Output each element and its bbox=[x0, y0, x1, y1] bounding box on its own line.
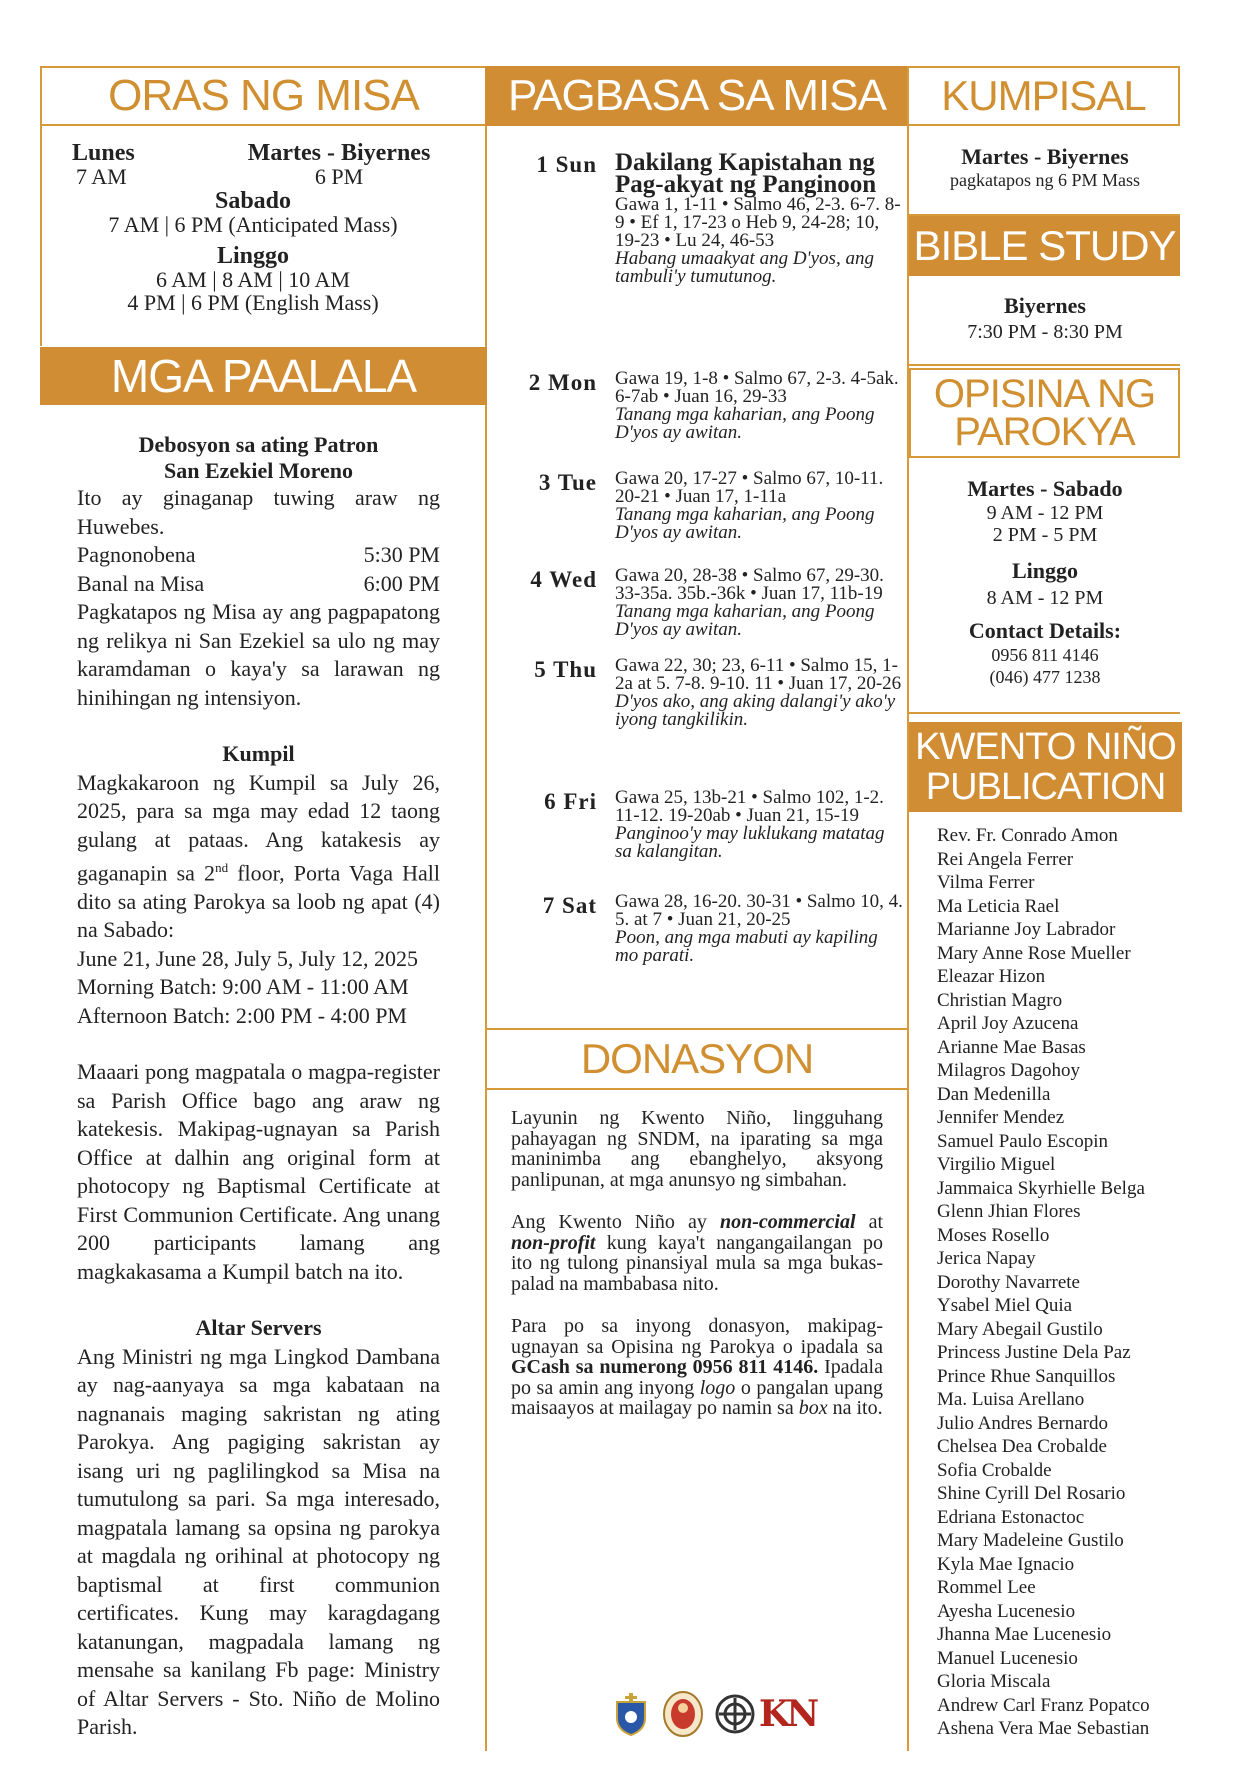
staff-name: Ashena Vera Mae Sebastian bbox=[937, 1718, 1150, 1739]
kumpil-text-2: Maaari pong magpatala o magpa-register sa Parish Office bago ang araw ng katekesis. Makipag-ugnayan sa Parish Office at dalhin ang original form at photocopy ng Baptismal Certificate at First Communion Certificate. Ang unang 200 participants lamang ang magkakasama a Kumpil batch na ito. bbox=[77, 1059, 440, 1284]
linggo-time-1: 6 AM | 8 AM | 10 AM bbox=[155, 267, 350, 292]
reading-response: Panginoo'y may luklukang matatag sa kalangitan. bbox=[615, 823, 885, 862]
donasyon-p2c: at bbox=[855, 1211, 884, 1233]
donasyon-p2a: Ang Kwento Niño ay bbox=[511, 1211, 720, 1233]
bible-study-title: BIBLE STUDY bbox=[913, 222, 1176, 269]
reading-row bbox=[510, 370, 905, 442]
diocese-crest-icon bbox=[610, 1690, 652, 1738]
publication-title-1: KWENTO NIÑO bbox=[915, 726, 1176, 768]
pagnonobena-time: 5:30 PM bbox=[363, 542, 440, 567]
kwento-nino-logo bbox=[758, 1690, 816, 1738]
reading-row bbox=[510, 893, 905, 965]
staff-name: Ma Leticia Rael bbox=[937, 895, 1060, 917]
altar-heading: Altar Servers bbox=[195, 1315, 322, 1341]
linggo-time-2: 4 PM | 6 PM (English Mass) bbox=[127, 290, 379, 315]
opisina-time-2: 8 AM - 12 PM bbox=[986, 587, 1104, 609]
staff-name: Jerica Napay bbox=[937, 1248, 1036, 1269]
staff-name: Mary Anne Rose Mueller bbox=[937, 942, 1131, 964]
staff-name: Marianne Joy Labrador bbox=[937, 919, 1116, 940]
staff-name: Andrew Carl Franz Popatco bbox=[937, 1694, 1150, 1716]
donasyon-bottom-rule bbox=[485, 1088, 909, 1090]
mga-paalala-title: MGA PAALALA bbox=[110, 350, 417, 402]
kumpisal-title: KUMPISAL bbox=[941, 72, 1146, 119]
staff-name: Vilma Ferrer bbox=[937, 872, 1035, 893]
donasyon-content bbox=[511, 1108, 883, 1419]
ministry-seal-icon bbox=[714, 1690, 756, 1738]
opisina-title-2: PAROKYA bbox=[954, 410, 1135, 454]
donasyon-p1: Layunin ng Kwento Niño, lingguhang pahayagan ng SNDM, na iparating sa mga maninimba ang ebanghelyo, aksyong panlipunan, at mga anunsyo ng simbahan. bbox=[511, 1107, 883, 1191]
kumpil-text-1 bbox=[77, 769, 440, 945]
debosyon-heading-1: Debosyon sa ating Patron bbox=[138, 432, 379, 457]
staff-name: Julio Andres Bernardo bbox=[937, 1412, 1108, 1434]
staff-name: Manuel Lucenesio bbox=[937, 1647, 1078, 1669]
reading-body bbox=[615, 657, 905, 729]
paalala-content bbox=[77, 432, 440, 1742]
kumpisal-header bbox=[907, 66, 1180, 126]
reading-day: 3 Tue bbox=[538, 470, 597, 495]
donasyon-title: DONASYON bbox=[580, 1035, 814, 1082]
staff-name: Edriana Estonactoc bbox=[937, 1506, 1085, 1528]
staff-name: Jennifer Mendez bbox=[937, 1107, 1065, 1128]
staff-name: Ysabel Miel Quia bbox=[937, 1295, 1073, 1316]
staff-name: Jammaica Skyrhielle Belga bbox=[937, 1177, 1145, 1199]
kumpil-text-1b: floor, Porta Vaga Hall dito sa ating Parokya sa loob ng apat (4) na Sabado: bbox=[77, 860, 440, 943]
reading-response: Tanang mga kaharian, ang Poong D'yos ay awitan. bbox=[615, 504, 875, 543]
staff-name: Chelsea Dea Crobalde bbox=[937, 1436, 1107, 1457]
debosyon-text-2: Pagkatapos ng Misa ay ang pagpapatong ng relikya ni San Ezekiel sa ulo ng may karamdaman o kaya'y sa larawan ng hinihingan ng intensiyon. bbox=[77, 599, 440, 710]
pagnonobena-label: Pagnonobena bbox=[77, 542, 196, 567]
reading-response: Habang umaakyat ang D'yos, ang tambuli'y tumutunog. bbox=[615, 248, 874, 287]
debosyon-row-1 bbox=[77, 541, 440, 570]
reading-row bbox=[510, 567, 905, 639]
debosyon-heading-2: San Ezekiel Moreno bbox=[163, 458, 354, 483]
kn-logo-text: KN bbox=[758, 1693, 816, 1735]
lunes-time: 7 AM bbox=[76, 164, 127, 189]
staff-name: Arianne Mae Basas bbox=[937, 1036, 1086, 1058]
opisina-day-2: Linggo bbox=[1011, 558, 1079, 583]
staff-name: Milagros Dagohoy bbox=[937, 1060, 1081, 1081]
reading-row bbox=[510, 470, 905, 542]
staff-name: Princess Justine Dela Paz bbox=[937, 1342, 1131, 1363]
donasyon-p3f: box bbox=[798, 1397, 828, 1419]
contact-phone-2: (046) 477 1238 bbox=[989, 667, 1101, 687]
debosyon-text-1: Ito ay ginaganap tuwing araw ng Huwebes. bbox=[77, 485, 440, 539]
staff-name: Eleazar Hizon bbox=[937, 966, 1046, 987]
reading-body bbox=[615, 149, 905, 287]
kumpisal-time: pagkatapos ng 6 PM Mass bbox=[950, 170, 1140, 190]
opisina-title-1: OPISINA NG bbox=[933, 372, 1156, 416]
kumpil-text-sup: nd bbox=[215, 860, 229, 875]
reading-body bbox=[615, 470, 905, 542]
staff-name: Shine Cyrill Del Rosario bbox=[937, 1483, 1126, 1504]
staff-name: Mary Abegail Gustilo bbox=[937, 1318, 1103, 1340]
donasyon-p2b: non-commercial bbox=[719, 1211, 856, 1233]
staff-name: Dan Medenilla bbox=[937, 1083, 1051, 1105]
mga-paalala-header bbox=[40, 347, 487, 405]
debosyon-heading bbox=[77, 432, 440, 484]
reading-refs: Gawa 1, 1-11 • Salmo 46, 2-3. 6-7. 8-9 • Ef 1, 17-23 o Heb 9, 24-28; 10, 19-23 • Lu 24, 46-53 bbox=[615, 194, 901, 251]
divider-left bbox=[485, 66, 487, 1751]
reading-refs: Gawa 20, 17-27 • Salmo 67, 10-11. 20-21 • Juan 17, 1-11a bbox=[615, 468, 884, 507]
donasyon-p3e: o pangalan upang maisaayos at mailagay po namin sa bbox=[511, 1376, 883, 1419]
reading-body bbox=[615, 893, 905, 965]
sto-nino-seal-icon bbox=[662, 1690, 704, 1738]
staff-name: Prince Rhue Sanquillos bbox=[937, 1365, 1116, 1387]
staff-name: Moses Rosello bbox=[937, 1224, 1050, 1246]
gcash-number: GCash sa numerong 0956 811 4146. bbox=[511, 1356, 819, 1378]
donasyon-p3a: Para po sa inyong donasyon, makipag-ugnayan sa Opisina ng Parokya o ipadala sa bbox=[511, 1315, 883, 1358]
reading-response: D'yos ako, ang aking dalangi'y ako'y iyong tangkilikin. bbox=[615, 691, 896, 730]
contact-phone-1: 0956 811 4146 bbox=[991, 645, 1099, 665]
kumpil-dates: June 21, June 28, July 5, July 12, 2025 bbox=[77, 945, 418, 971]
staff-name: Ayesha Lucenesio bbox=[937, 1600, 1076, 1622]
donasyon-p3c: Ipadala po sa amin ang inyong bbox=[511, 1356, 883, 1399]
bible-study-header bbox=[909, 216, 1180, 276]
reading-refs: Gawa 25, 13b-21 • Salmo 102, 1-2. 11-12. 19-20ab • Juan 21, 15-19 bbox=[615, 787, 884, 826]
staff-name: Rev. Fr. Conrado Amon bbox=[937, 825, 1118, 846]
lunes-label: Lunes bbox=[72, 140, 135, 166]
reading-day: 7 Sat bbox=[542, 893, 597, 918]
staff-name: Mary Madeleine Gustilo bbox=[937, 1530, 1124, 1551]
publication-top-rule bbox=[907, 712, 1180, 714]
staff-name: Rommel Lee bbox=[937, 1577, 1036, 1598]
debosyon-row-2 bbox=[77, 570, 440, 599]
reading-refs: Gawa 20, 28-38 • Salmo 67, 29-30. 33-35a. 35b.-36k • Juan 17, 11b-19 bbox=[615, 565, 884, 604]
staff-name: Rei Angela Ferrer bbox=[937, 848, 1074, 870]
staff-name: Sofia Crobalde bbox=[937, 1459, 1052, 1481]
staff-name: Gloria Miscala bbox=[937, 1671, 1051, 1692]
staff-name: Glenn Jhian Flores bbox=[937, 1201, 1081, 1222]
banal-na-misa-time: 6:00 PM bbox=[363, 570, 440, 596]
donasyon-p2d: non-profit bbox=[511, 1231, 596, 1254]
kumpisal-content bbox=[909, 144, 1181, 191]
reading-body bbox=[615, 789, 905, 861]
altar-text: Ang Ministri ng mga Lingkod Dambana ay nag-aanyaya sa mga kabataan na nagnanais maging sakristan ng ating Parokya. Ang pagiging sakristan ay isang uri ng paglilingkod sa Misa na tumutulong sa pari. Sa mga interesado, magpatala lamang sa opsina ng parokya at magdala ng orihinal at photocopy ng baptismal at first communion certificates. Kung may karagdagang katanungan, magpadala lamang ng mensahe sa kanilang Fb page: Ministry of Altar Servers - Sto. Niño de Molino Parish. bbox=[77, 1343, 440, 1740]
reading-body bbox=[615, 370, 905, 442]
staff-name: Dorothy Navarrete bbox=[937, 1271, 1080, 1293]
staff-name: Kyla Mae Ignacio bbox=[937, 1553, 1075, 1575]
staff-name: Ma. Luisa Arellano bbox=[937, 1389, 1085, 1410]
kumpil-morning: Morning Batch: 9:00 AM - 11:00 AM bbox=[77, 974, 409, 1000]
bible-study-content bbox=[909, 292, 1181, 346]
publication-staff-list bbox=[937, 824, 1177, 1741]
staff-name: April Joy Azucena bbox=[937, 1013, 1079, 1034]
oras-ng-misa-title: ORAS NG MISA bbox=[108, 71, 419, 120]
staff-name: Jhanna Mae Lucenesio bbox=[937, 1624, 1112, 1645]
sponsor-logos bbox=[610, 1690, 816, 1738]
reading-response: Tanang mga kaharian, ang Poong D'yos ay awitan. bbox=[615, 404, 875, 443]
donasyon-p3d: logo bbox=[699, 1376, 736, 1399]
donasyon-p2e: kung kaya't nangangailangan po ito ng tulong pinansiyal mula sa mga bukas-palad na mambabasa nito. bbox=[511, 1231, 883, 1295]
reading-day: 1 Sun bbox=[536, 152, 597, 177]
opisina-header bbox=[909, 368, 1180, 458]
pagbasa-title: PAGBASA SA MISA bbox=[508, 71, 886, 120]
kumpisal-day: Martes - Biyernes bbox=[961, 144, 1129, 169]
staff-name: Samuel Paulo Escopin bbox=[937, 1130, 1108, 1152]
publication-title-2: PUBLICATION bbox=[925, 766, 1166, 808]
pagbasa-header bbox=[485, 66, 909, 126]
reading-day: 2 Mon bbox=[528, 370, 597, 395]
reading-refs: Gawa 19, 1-8 • Salmo 67, 2-3. 4-5ak. 6-7ab • Juan 16, 29-33 bbox=[615, 368, 899, 407]
bible-study-time: 7:30 PM - 8:30 PM bbox=[967, 321, 1123, 343]
martes-label: Martes - Biyernes bbox=[247, 140, 431, 166]
opisina-time-1a: 9 AM - 12 PM bbox=[986, 502, 1104, 524]
donasyon-header bbox=[487, 1030, 907, 1088]
staff-name: Christian Magro bbox=[937, 989, 1063, 1011]
donasyon-p2 bbox=[511, 1212, 883, 1294]
staff-name: Virgilio Miguel bbox=[937, 1154, 1056, 1175]
reading-row bbox=[510, 149, 905, 287]
opisina-content bbox=[909, 476, 1181, 688]
martes-time: 6 PM bbox=[314, 164, 364, 189]
sabado-label: Sabado bbox=[214, 188, 292, 214]
reading-refs: Gawa 28, 16-20. 30-31 • Salmo 10, 4. 5. at 7 • Juan 21, 20-25 bbox=[615, 891, 903, 930]
reading-row bbox=[510, 657, 905, 729]
sabado-time: 7 AM | 6 PM (Anticipated Mass) bbox=[108, 212, 398, 237]
bible-study-day: Biyernes bbox=[1004, 293, 1086, 318]
contact-label: Contact Details: bbox=[968, 618, 1122, 643]
oras-ng-misa-header bbox=[40, 66, 487, 126]
reading-refs: Gawa 22, 30; 23, 6-11 • Salmo 15, 1-2a at 5. 7-8. 9-10. 11 • Juan 17, 20-26 bbox=[615, 655, 902, 694]
reading-response: Poon, ang mga mabuti ay kapiling mo parati. bbox=[615, 927, 878, 966]
opisina-top-rule bbox=[907, 364, 1180, 366]
opisina-time-1b: 2 PM - 5 PM bbox=[992, 524, 1098, 546]
kumpil-heading: Kumpil bbox=[222, 741, 295, 766]
reading-day: 4 Wed bbox=[530, 567, 597, 592]
publication-header bbox=[909, 722, 1182, 812]
donasyon-p3g: na ito. bbox=[827, 1397, 883, 1419]
kumpil-afternoon: Afternoon Batch: 2:00 PM - 4:00 PM bbox=[77, 1002, 407, 1028]
reading-day: 6 Fri bbox=[544, 789, 597, 814]
banal-na-misa-label: Banal na Misa bbox=[77, 570, 205, 596]
reading-day: 5 Thu bbox=[534, 657, 597, 682]
kumpil-text-1a: Magkakaroon ng Kumpil sa July 26, 2025, para sa mga may edad 12 taong gulang at pataas. Ang katakesis ay gaganapin sa 2 bbox=[77, 769, 440, 886]
reading-response: Tanang mga kaharian, ang Poong D'yos ay awitan. bbox=[615, 601, 875, 640]
opisina-day-1: Martes - Sabado bbox=[967, 476, 1123, 501]
reading-feast: Dakilang Kapistahan ng Pag-akyat ng Panginoon bbox=[615, 149, 877, 198]
linggo-label: Linggo bbox=[216, 243, 290, 269]
mass-schedule bbox=[72, 142, 444, 314]
donasyon-p3 bbox=[511, 1316, 883, 1419]
reading-body bbox=[615, 567, 905, 639]
reading-row bbox=[510, 789, 905, 861]
